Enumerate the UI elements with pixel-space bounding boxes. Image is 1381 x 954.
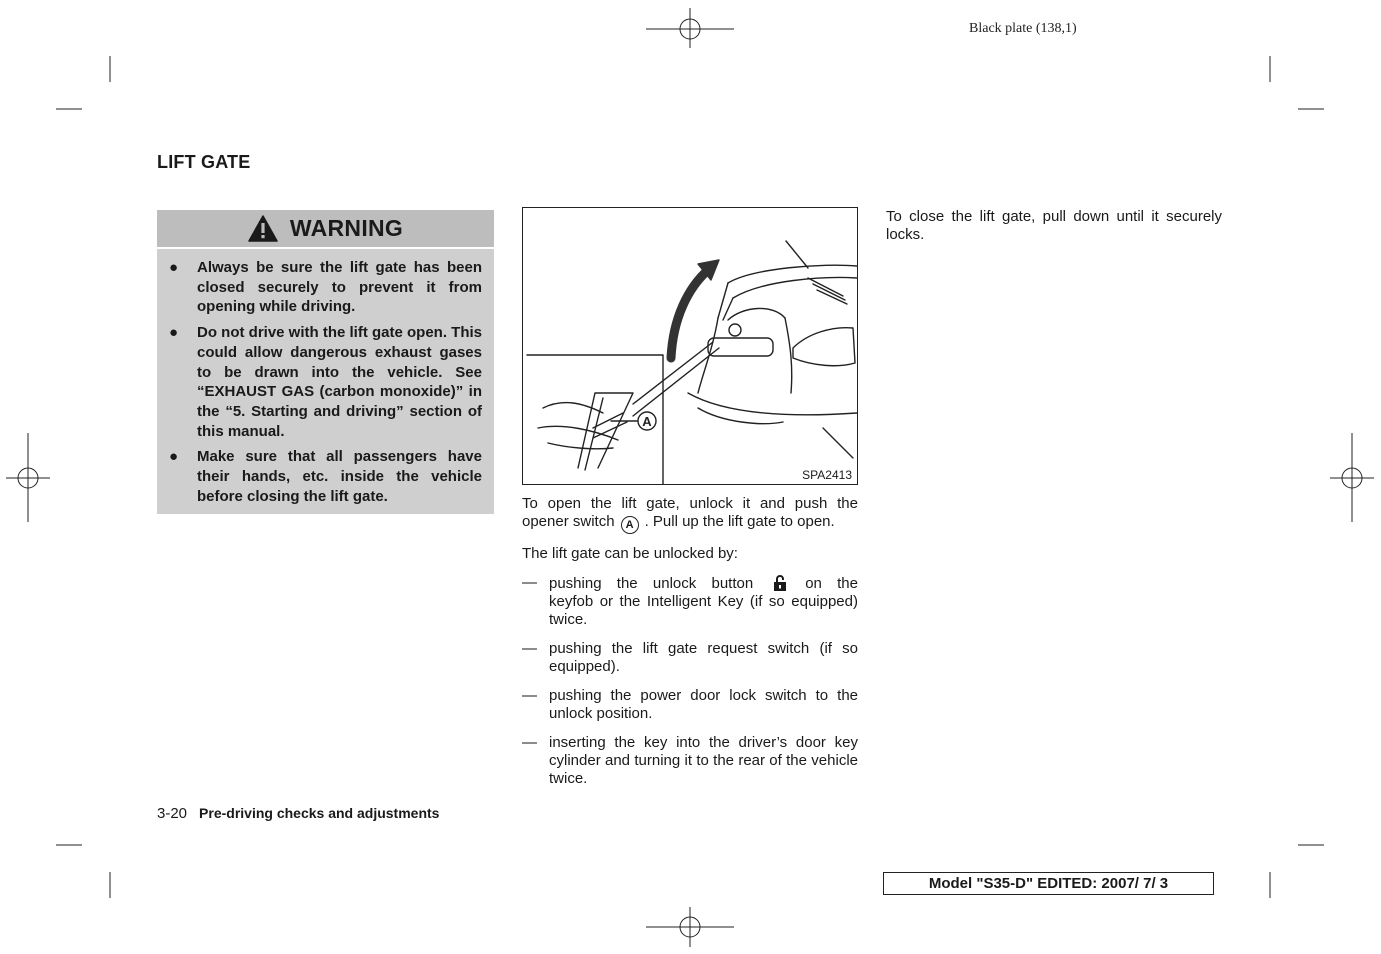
list-item <box>522 574 858 629</box>
list-item <box>522 734 858 788</box>
close-instructions: To close the lift gate, pull down until it securely locks. <box>886 208 1222 243</box>
bullet: ● <box>169 259 179 276</box>
warning-item-text: Always be sure the lift gate has been closed securely to prevent it from opening while driving. <box>197 259 482 316</box>
item-text: pushing the lift gate request switch (if so equipped). <box>549 640 858 675</box>
vehicle-rear-drawing <box>523 208 857 484</box>
warning-list <box>157 258 494 512</box>
bullet: ● <box>169 448 179 466</box>
model-edit-box: Model "S35-D" EDITED: 2007/ 7/ 3 <box>883 872 1214 895</box>
lift-gate-illustration <box>522 207 858 485</box>
warning-header <box>157 210 494 249</box>
warning-title: WARNING <box>289 215 404 241</box>
item-text-after: on the keyfob or the Intelligent Key (if so equipped) twice. <box>549 575 858 628</box>
warning-item <box>157 323 494 441</box>
dash: — <box>522 640 537 657</box>
item-text-before: pushing the unlock button <box>549 575 754 592</box>
open-text-before: To open the lift gate, unlock it and push the opener switch <box>522 495 858 530</box>
warning-item-text: Do not drive with the lift gate open. This could allow dangerous exhaust gases to be drawn into the vehicle. See “EXHAUST GAS (carbon monoxide)” in the “5. Starting and driving” section of this manual. <box>197 324 482 440</box>
warning-box <box>157 210 494 514</box>
figure-code: SPA2413 <box>802 468 852 482</box>
open-paragraph <box>522 495 858 534</box>
bullet: ● <box>169 324 179 342</box>
page-footer <box>157 805 439 822</box>
section-title: LIFT GATE <box>157 152 251 172</box>
dash: — <box>522 687 537 704</box>
unlock-intro: The lift gate can be unlocked by: <box>522 545 738 562</box>
page-number: 3-20 <box>157 805 188 822</box>
open-text-after: . Pull up the lift gate to open. <box>644 513 835 530</box>
switch-a-marker: A <box>621 516 639 534</box>
warning-triangle-icon <box>248 215 278 242</box>
warning-item-text: Make sure that all passengers have their hands, etc. inside the vehicle before closing the lift gate. <box>197 448 482 505</box>
item-text: inserting the key into the driver’s door key cylinder and turning it to the rear of the vehicle twice. <box>549 734 858 787</box>
open-instructions <box>522 495 858 799</box>
list-item <box>522 640 858 676</box>
dash: — <box>522 574 537 591</box>
callout-label: A <box>642 414 652 429</box>
list-item <box>522 687 858 723</box>
dash: — <box>522 734 537 751</box>
warning-item <box>157 447 494 506</box>
footer-section: Pre-driving checks and adjustments <box>199 805 440 821</box>
item-text: pushing the power door lock switch to the unlock position. <box>549 687 858 722</box>
plate-label: Black plate (138,1) <box>969 21 1077 36</box>
warning-item <box>157 258 494 317</box>
unlock-padlock-icon <box>773 574 787 591</box>
